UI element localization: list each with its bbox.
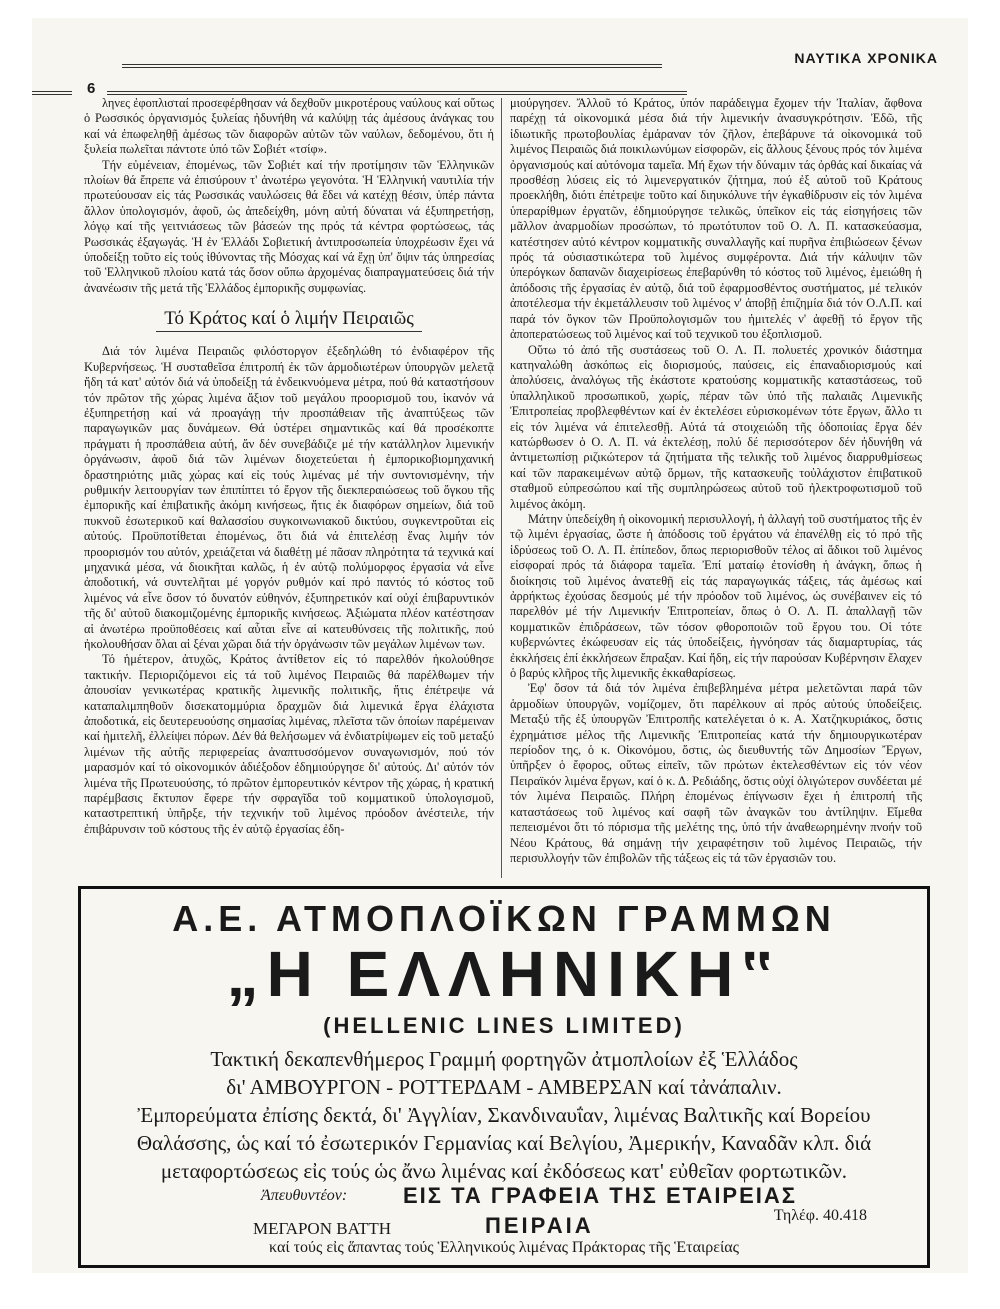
article-column-left bbox=[84, 96, 494, 836]
address-label: Ἀπευθυντέον: bbox=[261, 1187, 348, 1204]
header-rule bbox=[122, 67, 662, 68]
building-name: ΜΕΓΑΡΟΝ ΒΑΤΤΗ bbox=[253, 1219, 392, 1238]
article-paragraph: Ἐφ' ὅσον τά διά τόν λιμένα ἐπιβεβλημένα μέτρα μελετῶνται παρά τῶν ἁρμοδίων ὑπουργῶν, νομίζομεν, ὅτι παρέλκουν αἱ πρός αὐτούς ὑποδείξεις. Μεταξύ τῆς ἐξ ὑπουργῶν Ἐπιτροπῆς κατελέγεται ὁ κ. Α. Χατζηκυριάκος, ὅστις ἐχρημάτισε μέλος τῆς Λιμενικῆς Ἐπιτροπείας κατά τήν δημιουργικωτέραν περίοδον της, ὁ κ. Οἰκονόμου, ὅστις, ὡς διευθυντής τῶν Δημοσίων Ἔργων, ὑπῆρξεν ὁ ἔφορος, οὕτως εἰπεῖν, τῶν πρώτων ἐκτελεσθέντων εἰς τόν νέον Πειραϊκόν λιμένα ἔργων, καί ὁ κ. Δ. Ρεδιάδης, ὅστις οὐχί ὀλιγώτερον συνδέεται μέ τόν λιμένα Πειραιῶς. Πλήρη ἐπομένως ἐπίγνωσιν ἔχει ἡ ἐπιτροπή τῆς καταστάσεως τοῦ λιμένος καί σαφῆ τῶν ἀναγκῶν του ἀντίληψιν. Εἴμεθα πεπεισμένοι ὅτι τό πόρισμα τῆς μελέτης της, ὑπό τήν ἀναθεωρημένην πνοήν τοῦ Νέου Κράτους, θά σημάνῃ τήν χειραφέτησιν τοῦ λιμένος Πειραιῶς, τήν περισυλλογήν τῶν ἐπιβολῶν τῆς τάξεως εἰς τά τῶν ἐργασιῶν του. bbox=[510, 681, 922, 865]
ad-english-name: (HELLENIC LINES LIMITED) bbox=[323, 1013, 685, 1038]
article-paragraph: Τό ἡμέτερον, ἀτυχῶς, Κράτος ἀντίθετον εἰς τό παρελθόν ἠκολούθησε τακτικήν. Περιοριζόμενοι εἰς τά τοῦ λιμένος Πειραιῶς θά παρέλθωμεν τήν ἀπουσίαν γενικωτέρας κρατικῆς λιμενικῆς πολιτικῆς, ἥτις ἐπέτρεψε νά καταπαλιμπηθοῦν δισεκατομμύρια δραχμῶν διά λιμενικά ἔργα ἐλάχιστα ἀποδοτικά, εἰς δευτερευούσης σημασίας λιμένας, πλεῖστα τῶν ὁποίων παρέμειναν καί ἡμιτελῆ, ἐλλείψει πόρων. Δέν θά θελήσωμεν νά ἐνδιατρίψωμεν εἰς τοῦ μεταξύ λιμένων τῆς αὐτῆς περιφερείας ἀναπτυσσόμενον συναγωνισμόν, πού τόν μαρασμόν καί τό οἰκονομικόν ἀδιέξοδον ἐδημιούργησε δι' αὐτούς. Δι' αὐτόν τόν λιμένα τῆς Πρωτευούσης, τό πρῶτον ἐμπορευτικόν κέντρον τῆς χώρας, ἡ κρατική παρέμβασις ἔκτυπον ἔφερε τήν σφραγῖδα τοῦ κομματικοῦ ὑπολογισμοῦ, καταστρεπτική ὑπῆρξε, τήν τεχνικήν τοῦ λιμένος πρόοδον ἀνέστειλε, τήν ἐπιβάρυνσιν τοῦ κόστους τῆς ἐν αὐτῷ ἐργασίας ἐδη- bbox=[84, 652, 494, 836]
page-number: 6 bbox=[87, 80, 96, 97]
ad-footer: καί τούς εἰς ἅπαντας τούς Ἑλληνικούς λιμένας Πράκτορας τῆς Ἑταιρείας bbox=[269, 1239, 739, 1256]
ad-body-line: Τακτική δεκαπενθήμερος Γραμμή φορτηγῶν ἀτμοπλοίων ἐξ Ἑλλάδος bbox=[210, 1047, 798, 1071]
shipping-advertisement bbox=[78, 886, 930, 1268]
ad-body-line: δι' ΑΜΒΟΥΡΓΟΝ - ΡΟΤΤΕΡΔΑΜ - ΑΜΒΕΡΣΑΝ καί τἀνάπαλιν. bbox=[226, 1075, 782, 1099]
ad-body bbox=[81, 1039, 927, 1185]
article-paragraph: Μάτην ὑπεδείχθη ἡ οἰκονομική περισυλλογή, ἡ ἀλλαγή τοῦ συστήματος τῆς ἐν τῷ λιμένι ἐργασίας, ὥστε ἡ ἀπόδοσις τοῦ ἐργάτου νά ἐπανέλθῃ εἰς τό πρό τῆς ἱδρύσεως τοῦ Ο. Λ. Π. ἐπίπεδον, ὅπως περιορισθοῦν τέλος αἱ ἄδικοι τοῦ λιμένος εἰσφοραί πρός τά διάφορα ταμεῖα. Ἐπί ματαίῳ ἐτονίσθη ἡ ἀνάγκη, ὅπως ἡ διοίκησις τοῦ λιμένος ἀνατεθῇ εἰς τάς παραγωγικάς τάξεις, τάς ἀμέσως καί ἀρρήκτως ἐχούσας δεσμούς μέ τήν πρόοδον τοῦ λιμένος, ὡς συνέβαινεν εἰς τό παρελθόν μέ τήν Λιμενικήν Ἐπιτροπείαν, ὅπως ὁ Ο. Λ. Π. ἀπαλλαγῇ τῶν κομματικῶν ἐπιδράσεων, τῶν τόσον φθοροποιῶν τοῦ ἔργου του. Οἱ τότε κυβερνώντες ἐκώφευσαν εἰς τάς ὑποδείξεις, ἠγνόησαν τάς διαμαρτυρίας, τάς ἐκκλήσεις ἐπί ἐκκλήσεων ἔπραξαν. Καί ἤδη, εἰς τήν παρούσαν Κυβέρνησιν ἔλαχεν ὁ βαρύς κλῆρος τῆς λιμενικῆς ἐκκαθαρίσεως. bbox=[510, 511, 922, 681]
article-paragraph: Διά τόν λιμένα Πειραιῶς φιλόστοργον ἐξεδηλώθη τό ἐνδιαφέρον τῆς Κυβερνήσεως. Ἡ συσταθεῖσα ἐπιτροπή ἐκ τῶν ἁρμοδιωτέρων ὑπουργῶν μελετᾷ ἤδη τά κατ' αὐτόν διά νά ὑποδείξῃ τά ἐνδεικνυόμενα μέτρα, πού θά καταστήσουν τόν πρῶτον τῆς χώρας λιμένα ἄξιον τοῦ μεγάλου προορισμοῦ του, ἱκανόν νά ἐξυπηρετήσῃ καί νά προαγάγῃ τήν προσπάθειαν τῆς ἀναπτύξεως τῶν παραγωγικῶν μας δυνάμεων. Θά ὑστέρει σημαντικῶς καί θά προσέκοπτε πράγματι ἡ προσπάθεια αὐτή, ἄν δέν συνεβάδιζε μέ τήν κατάλληλον λιμενικήν ὀργάνωσιν, ἀφοῦ διά τῶν λιμένων διοχετεύεται ἡ ἐμπορικοβιομηχανική δραστηριότης μιᾶς χώρας καί εἰς τούς λιμένας μέ τήν συντονισμένην, τήν ρυθμικήν λειτουργίαν των ἐπιπίπτει τό ἔργον τῆς διεκπεραιώσεως τοῦ ὄγκου τῆς ἐμπορικῆς καί ἐπιβατικῆς ἀκόμη κινήσεως, ἥτις ἐκ διαφόρων σημείων, διά τοῦ πυκνοῦ ἐσωτερικοῦ καί θαλασσίου συγκοινωνιακοῦ δικτύου, συγκεντροῦται εἰς αὐτούς. Προϋποτίθεται ἐπομένως, ὅτι διά νά ἐπιτελέσῃ ἕνας λιμήν τόν προορισμόν του αὐτόν, χρειάζεται νά διαθέτῃ μέ πᾶσαν πληρότητα τά τεχνικά καί μηχανικά μέσα, νά διοικῆται καλῶς, ἡ ἐν αὐτῷ πολύμορφος ἐργασία νά εἶνε ἀποδοτική, νά συντελῆται μέ γοργόν ρυθμόν καί πρό παντός τό κόστος τοῦ λιμένος νά εἶνε ὅσον τό δυνατόν εὐθηνόν, ἐξυπηρετικόν καί οὐχί ἐπιβαρυντικόν τῆς δι' αὐτοῦ διακομιζομένης ἐμπορικῆς κινήσεως. Ἀξιώματα πλέον κατέστησαν αἱ ἀνωτέρω προϋποθέσεις καί αὗται εἶνε αἱ κατευθύνσεις τῆς πολιτικῆς, πού ἠκολουθήσαν ὅλαι αἱ ξέναι χῶραι διά τήν ὀργάνωσιν τῶν μεγάλων λιμένων των. bbox=[84, 344, 494, 651]
article-paragraph: Τήν εὐμένειαν, ἐπομένως, τῶν Σοβιέτ καί τήν προτίμησιν τῶν Ἑλληνικῶν πλοίων θά ἔπρεπε νά ἐπισύρουν τ' ἀνωτέρω γεγονότα. Ἡ Ἑλληνική ναυτιλία τήν πρωτεύουσαν εἰς τάς Ρωσσικάς ναυλώσεις θά ἔδει νά κατέχῃ θέσιν, ὑπέρ πάντα ἄλλον ὑπολογισμόν, ἀφοῦ, ὡς ἀπεδείχθη, μόνη αὐτή δύναται νά ἐξυπηρετήσῃ, λόγῳ καί τῆς γειτνιάσεως τῶν βάσεών της πρός τά κέντρα φορτώσεως, τάς Ρωσσικάς ἐξαγωγάς. Ἡ ἐν Ἑλλάδι Σοβιετική ἀντιπροσωπεία ὑποχρέωσιν ἔχει νά ὑποδείξῃ τοῦτο εἰς τούς ἰθύνοντας τῆς Μόσχας καί νά ἔχῃ ὑπ' ὄψιν τάς ὑπηρεσίας τοῦ Ἑλληνικοῦ πλοίου κατά τάς ὅσον οὔπω ἀρχομένας διαπραγματεύσεις διά τήν ἀνανέωσιν τῆς μετά τῆς Ἑλλάδος ἐμπορικῆς συμφωνίας. bbox=[84, 157, 494, 295]
office-text: ΕΙΣ ΤΑ ΓΡΑΦΕΙΑ ΤΗΣ ΕΤΑΙΡΕΙΑΣ bbox=[403, 1183, 797, 1208]
article-paragraph: Οὕτω τό ἀπό τῆς συστάσεως τοῦ Ο. Λ. Π. πολυετές χρονικόν διάστημα κατηναλώθη ἀσκόπως εἰς διορισμούς, παύσεις, εἰς ἐπαναδιορισμούς καί ἀπολύσεις, ἀναλόγως τῆς ἑκάστοτε κρατούσης κομματικῆς καταστάσεως, τοῦ ὑπαλληλικοῦ προσωπικοῦ, χωρίς, πέραν τῶν ὑπό τῆς παλαιᾶς Λιμενικῆς Ἐπιτροπείας προβλεφθέντων καί ἐν ἐκτελέσει εὑρισκομένων τότε ἔργων, ἄλλο τι εἰς τόν λιμένα νά ἐπιτελεσθῇ. Αὐτά τά στοιχειώδη τῆς ὁδοποιίας ἔργα δέν κατώρθωσεν ὁ Ο. Λ. Π. νά ἐκτελέσῃ, πολύ δέ περισσότερον δέν ἠδυνήθη νά ἀντιμετωπίσῃ ριζικώτερον τά ζητήματα τῆς τελικῆς τοῦ λιμένος διαρρυθμίσεως καί τῶν παρακειμένων αὐτῷ ὅρμων, τῆς κατασκευῆς τοὐλάχιστον ἐπιβατικοῦ σταθμοῦ εὐπρεσώπου καί τῆς συμπληρώσεως αὐτοῦ τοῦ ἠλεκτροφωτισμοῦ τοῦ λιμένος ἀκόμη. bbox=[510, 342, 922, 511]
phone-number: Τηλέφ. 40.418 bbox=[773, 1207, 867, 1224]
column-divider bbox=[501, 98, 502, 878]
city-name: ΠΕΙΡΑΙΑ bbox=[485, 1213, 594, 1238]
header-rule bbox=[122, 64, 662, 65]
header-rule bbox=[107, 91, 687, 92]
header-rule bbox=[32, 91, 72, 92]
section-title-text: Τό Κράτος καί ὁ λιμήν Πειραιῶς bbox=[156, 308, 422, 332]
header-rule bbox=[32, 94, 72, 95]
header-rule bbox=[107, 94, 687, 95]
newspaper-page bbox=[32, 18, 968, 1273]
article-column-right bbox=[510, 96, 922, 881]
ad-company-line: Α.Ε. ΑΤΜΟΠΛΟΪΚΩΝ ΓΡΑΜΜΩΝ bbox=[172, 898, 836, 939]
ad-company-name: „Η ΕΛΛΗΝΙΚΗ‟ bbox=[226, 938, 782, 1010]
section-title bbox=[84, 308, 494, 330]
page-header bbox=[32, 36, 968, 96]
journal-title: ΝΑΥΤΙΚΑ ΧΡΟΝΙΚΑ bbox=[794, 50, 938, 66]
article-paragraph: μιούργησεν. Ἄλλοῦ τό Κράτος, ὑπόν παράδειγμα ἔχομεν τήν Ἰταλίαν, ἄφθονα παρέχῃ τά οἰκονομικά μέσα διά τήν λιμενικήν ἀνασυγκρότησιν. Ἐδῶ, τῆς ἰδιωτικῆς πρωτοβουλίας ἐμάραναν τόν ζῆλον, ἐπεβάρυνε τά οἰκονομικά τοῦ λιμένος Πειραιῶς διά ποικιλωνύμων εἰσφορῶν, εἰς ἄλλους ξένους πρός τόν λιμένα ὀργανισμούς καί αὐτόνομα ταμεῖα. Μή ἔχων τήν δύναμιν τάς ὀρθάς καί δικαίας νά προσθέσῃ λύσεις εἰς τό λιμενεργατικόν ζήτημα, πού ἐξ αὐτοῦ τοῦ Κράτους προεκλήθη, διότι ἐπέτρεψε τοῦτο καί διηυκόλυνε τήν ἐγκαθίδρυσιν εἰς τόν λιμένα ὑπεραρίθμων ἐργατῶν, ἐδημιούργησε τελικῶς, ὑπεῖκον εἰς τάς εἰσηγήσεις τῶν μᾶλλον ἀναρμοδίων προσώπων, τό πρωτότυπον τοῦ Ο. Λ. Π. κατασκεύασμα, κατέστησεν αὐτό κέντρον κομματικῆς συναλλαγῆς καί πυρῆνα ἐπιβιώσεων ξένων πρός τά οὐσιαστικώτερα τοῦ λιμένος συμφέροντα. Διά τήν κάλυψιν τῶν ὑπερόγκων δαπανῶν διαχειρίσεως ἐπεβαρύνθη τό κόστος τοῦ λιμένος, ἐμειώθη ἡ ἀπόδοσις τῆς ἐργασίας ἐν αὐτῷ, διά τοῦ ἐφαρμοσθέντος συστήματος, μέ τελικόν ἀποτέλεσμα τήν ἐκμετάλλευσιν τοῦ λιμένος ν' ἀποβῇ ἐπιζημία διά τόν Ο.Λ.Π. καί παρά τόν ὄγκον τῶν Προϋπολογισμῶν του ἡμιτελές ν' ἀφεθῇ τό ἔργον τῆς ἀποπερατώσεως τοῦ λιμένος καί τοῦ τεχνικοῦ του ἐξοπλισμοῦ. bbox=[510, 96, 922, 342]
ad-body-line: Ἐμπορεύματα ἐπίσης δεκτά, δι' Ἀγγλίαν, Σκανδιναυΐαν, λιμένας Βαλτικῆς καί Βορείου Θαλάσσης, ὡς καί τό ἐσωτερικόν Γερμανίας καί Βελγίου, Ἀμερικήν, Καναδᾶν κλπ. διά μεταφορτώσεως εἰς τούς ὡς ἄνω λιμένας καί ἐκδόσεως κατ' εὐθεῖαν φορτωτικῶν. bbox=[136, 1103, 872, 1183]
article-paragraph: ληνες ἐφοπλισταί προσεφέρθησαν νά δεχθοῦν μικροτέρους ναύλους καί οὕτως ὁ Ρωσσικός ὀργανισμός ξυλείας ἠδυνήθη νά καλύψῃ τάς ἀμέσους ἀνάγκας του καί νά ἐπωφεληθῇ ἀμέσως τῶν διαφορῶν αὐτῶν τῶν ναύλων, δεδομένου, ὅτι ἡ ξυλεία πωλεῖται πάντοτε ὑπό τῶν Σοβιέτ «τσίφ». bbox=[84, 96, 494, 157]
